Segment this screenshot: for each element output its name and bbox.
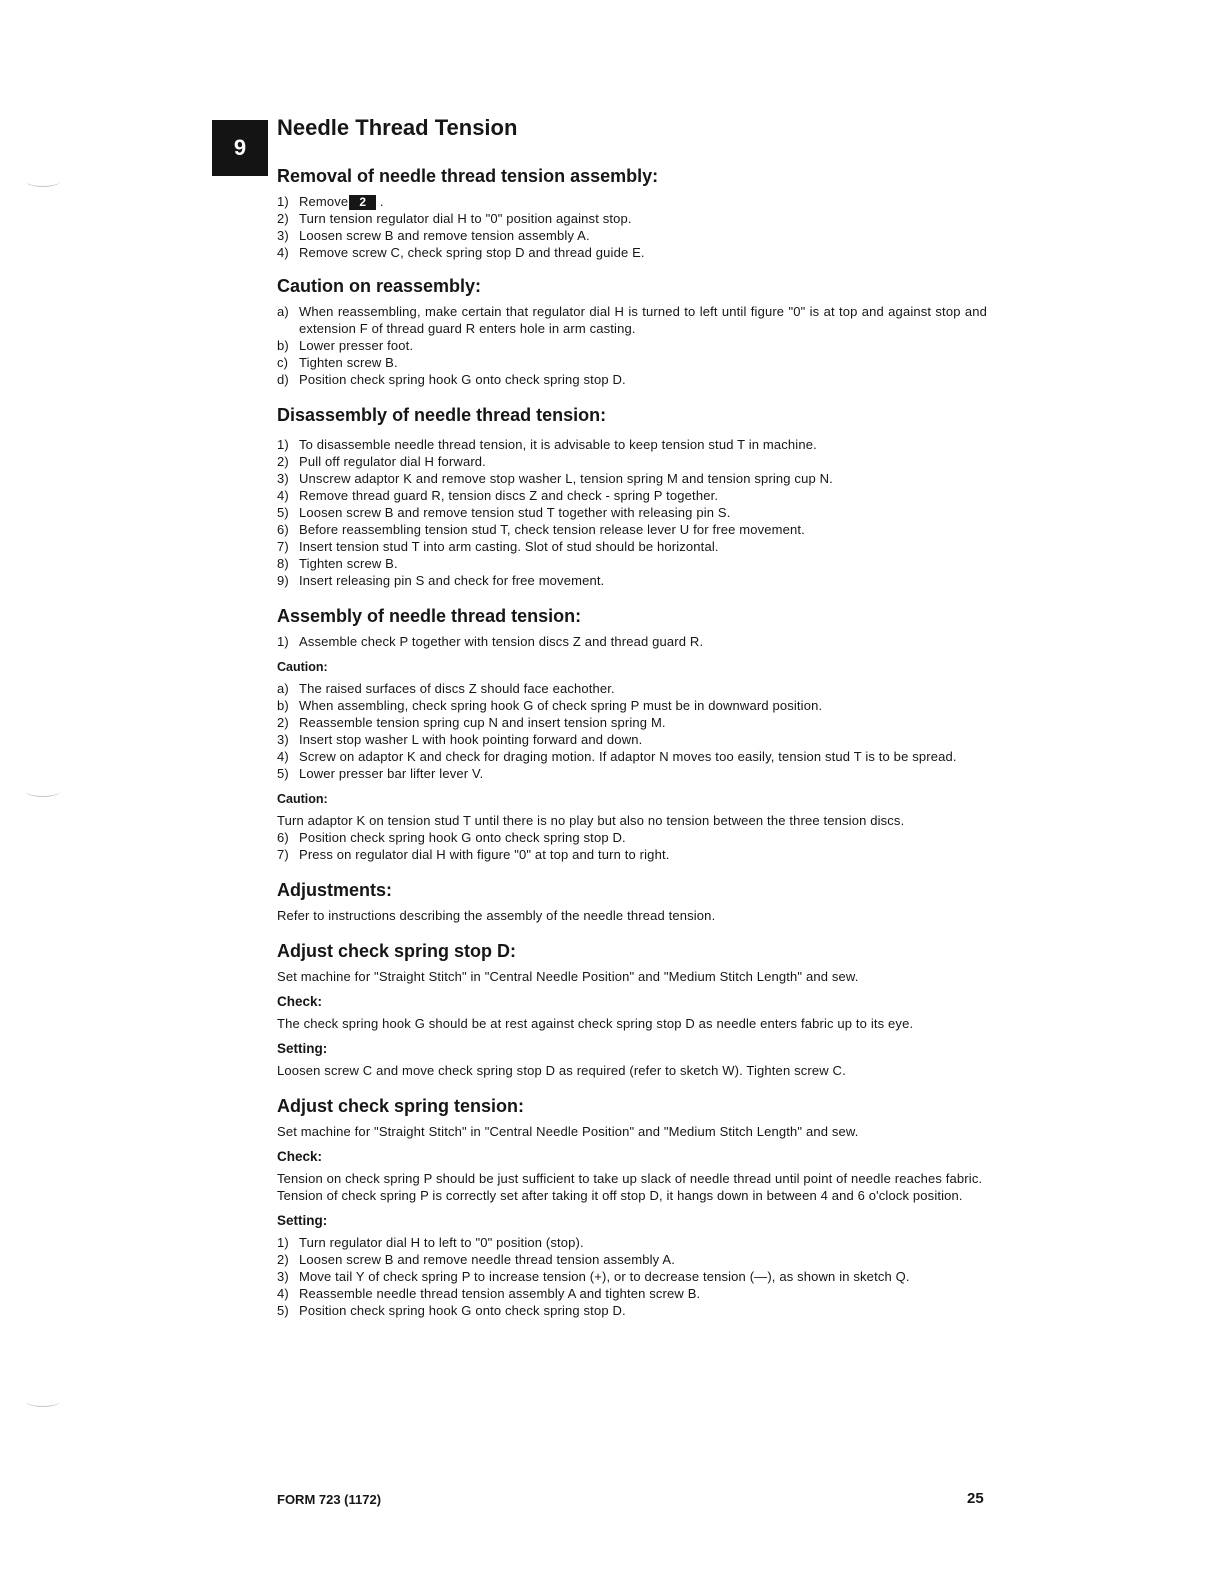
disassembly-heading: Disassembly of needle thread tension: (277, 405, 607, 425)
list-item (277, 337, 987, 354)
list-text: Unscrew adaptor K and remove stop washer L, tension spring M and tension spring cup N. (299, 471, 833, 486)
list-item (277, 1268, 987, 1285)
list-item (277, 371, 987, 388)
list-marker: b) (277, 698, 289, 713)
list-item (277, 354, 987, 371)
list-marker: 8) (277, 556, 289, 571)
list-marker: d) (277, 372, 289, 387)
removal-heading: Removal of needle thread tension assembly: (277, 166, 659, 186)
check-label: Check: (277, 994, 323, 1009)
caution-label: Caution: (277, 660, 328, 674)
list-item (277, 504, 987, 521)
removal-step1-text: Remove (299, 194, 349, 209)
page-content (277, 113, 987, 1319)
list-item (277, 521, 987, 538)
list-item (277, 1251, 987, 1268)
page-title: Needle Thread Tension (277, 115, 518, 140)
list-item (277, 829, 987, 846)
list-marker: 9) (277, 573, 289, 588)
check-text: Tension on check spring P should be just sufficient to take up slack of needle thread until point of needle reaches fabric. (277, 1171, 983, 1186)
list-marker: 4) (277, 245, 289, 260)
list-marker: 5) (277, 766, 289, 781)
list-marker: 3) (277, 732, 289, 747)
list-item (277, 303, 987, 337)
list-item: 1) Assemble check P together with tension discs Z and thread guard R. (277, 634, 704, 649)
list-text: When reassembling, make certain that regulator dial H is turned to left until figure "0" is at top and against stop and extension F of thread guard R enters hole in arm casting. (299, 304, 987, 336)
list-marker: 4) (277, 749, 289, 764)
list-item (277, 538, 987, 555)
list-item (277, 210, 987, 227)
list-text: Remove thread guard R, tension discs Z and check - spring P together. (299, 488, 719, 503)
list-text: Insert tension stud T into arm casting. Slot of stud should be horizontal. (299, 539, 719, 554)
list-marker: 2) (277, 1252, 289, 1267)
adjustments-heading: Adjustments: (277, 880, 393, 900)
removal-steps (277, 210, 987, 261)
list-item (277, 731, 987, 748)
list-marker: 2) (277, 211, 289, 226)
binder-hole-mark (26, 786, 60, 797)
assembly-heading: Assembly of needle thread tension: (277, 606, 582, 626)
list-marker: 6) (277, 522, 289, 537)
list-text: Turn regulator dial H to left to "0" position (stop). (299, 1235, 584, 1250)
list-text: Move tail Y of check spring P to increase tension (+), or to decrease tension (—), as shown in sketch Q. (299, 1269, 910, 1284)
list-marker: 7) (277, 539, 289, 554)
list-marker: 1) (277, 437, 289, 452)
list-text: Pull off regulator dial H forward. (299, 454, 486, 469)
adjust-tension-heading: Adjust check spring tension: (277, 1096, 525, 1116)
figure-badge: 2 (349, 195, 376, 210)
list-marker: 7) (277, 847, 289, 862)
adjust-stop-heading: Adjust check spring stop D: (277, 941, 517, 961)
list-marker: 2) (277, 715, 289, 730)
list-text: Screw on adaptor K and check for draging motion. If adaptor N moves too easily, tension stud T is to be spread. (299, 749, 957, 764)
list-item (277, 1285, 987, 1302)
list-item (277, 244, 987, 261)
list-text: Loosen screw B and remove tension stud T together with releasing pin S. (299, 505, 731, 520)
list-marker: 1) (277, 1235, 289, 1250)
list-item (277, 846, 987, 863)
list-item (277, 748, 987, 765)
list-item (277, 227, 987, 244)
list-item (277, 1234, 987, 1251)
list-marker: 3) (277, 1269, 289, 1284)
list-text: Loosen screw B and remove needle thread tension assembly A. (299, 1252, 675, 1267)
caution-text: Turn adaptor K on tension stud T until there is no play but also no tension between the three tension discs. (277, 813, 905, 828)
page-number: 25 (967, 1490, 984, 1507)
assembly-list-2 (277, 829, 987, 863)
check-label: Check: (277, 1149, 323, 1164)
list-text: Press on regulator dial H with figure "0" at top and turn to right. (299, 847, 670, 862)
adjust-stop-text: Set machine for "Straight Stitch" in "Central Needle Position" and "Medium Stitch Length" and sew. (277, 969, 859, 984)
setting-list (277, 1234, 987, 1319)
list-text: Insert releasing pin S and check for free movement. (299, 573, 605, 588)
adjustments-text: Refer to instructions describing the assembly of the needle thread tension. (277, 908, 716, 923)
list-marker: 5) (277, 505, 289, 520)
list-item (277, 470, 987, 487)
list-text: Tighten screw B. (299, 556, 398, 571)
list-text: Position check spring hook G onto check spring stop D. (299, 1303, 626, 1318)
list-item (277, 765, 987, 782)
list-marker: 5) (277, 1303, 289, 1318)
setting-label: Setting: (277, 1041, 328, 1056)
disassembly-list (277, 436, 987, 589)
list-item (277, 680, 987, 697)
section-number-tab: 9 (212, 120, 268, 176)
list-marker: 4) (277, 488, 289, 503)
list-text: Remove screw C, check spring stop D and thread guide E. (299, 245, 645, 260)
list-marker: b) (277, 338, 289, 353)
caution-label: Caution: (277, 792, 328, 806)
list-marker: 3) (277, 471, 289, 486)
list-marker: 6) (277, 830, 289, 845)
assembly-list (277, 680, 987, 782)
list-text: Lower presser foot. (299, 338, 414, 353)
list-item (277, 436, 987, 453)
list-item (277, 697, 987, 714)
list-marker: a) (277, 304, 289, 319)
list-item (277, 555, 987, 572)
list-text: To disassemble needle thread tension, it is advisable to keep tension stud T in machine. (299, 437, 817, 452)
list-text: Insert stop washer L with hook pointing forward and down. (299, 732, 643, 747)
list-text: Lower presser bar lifter lever V. (299, 766, 484, 781)
list-text: Position check spring hook G onto check spring stop D. (299, 830, 626, 845)
list-text: Turn tension regulator dial H to "0" position against stop. (299, 211, 632, 226)
binder-hole-mark (26, 1396, 60, 1407)
list-text: Loosen screw B and remove tension assembly A. (299, 228, 590, 243)
list-marker: a) (277, 681, 289, 696)
list-text: Position check spring hook G onto check spring stop D. (299, 372, 626, 387)
list-text: Before reassembling tension stud T, check tension release lever U for free movement. (299, 522, 805, 537)
list-item (277, 1302, 987, 1319)
list-item (277, 714, 987, 731)
list-marker: 4) (277, 1286, 289, 1301)
check-text: The check spring hook G should be at rest against check spring stop D as needle enters fabric up to its eye. (277, 1016, 914, 1031)
list-text: Reassemble needle thread tension assembly A and tighten screw B. (299, 1286, 701, 1301)
form-number: FORM 723 (1172) (277, 1492, 382, 1507)
list-marker: 2) (277, 454, 289, 469)
list-item: 1) Remove 2 . (277, 194, 384, 209)
list-marker: 3) (277, 228, 289, 243)
list-text: Tighten screw B. (299, 355, 398, 370)
adjust-tension-text: Set machine for "Straight Stitch" in "Central Needle Position" and "Medium Stitch Length" and sew. (277, 1124, 859, 1139)
list-item (277, 453, 987, 470)
check-text: Tension of check spring P is correctly set after taking it off stop D, it hangs down in between 4 and 6 o'clock position. (277, 1188, 963, 1203)
caution-reassembly-list (277, 303, 987, 388)
setting-label: Setting: (277, 1213, 328, 1228)
setting-text: Loosen screw C and move check spring stop D as required (refer to sketch W). Tighten screw C. (277, 1063, 846, 1078)
list-item (277, 572, 987, 589)
list-text: The raised surfaces of discs Z should face eachother. (299, 681, 615, 696)
list-item (277, 487, 987, 504)
list-marker: c) (277, 355, 289, 370)
caution-reassembly-heading: Caution on reassembly: (277, 276, 482, 296)
list-text: When assembling, check spring hook G of check spring P must be in downward position. (299, 698, 823, 713)
binder-hole-mark (26, 176, 60, 187)
list-text: Reassemble tension spring cup N and insert tension spring M. (299, 715, 666, 730)
